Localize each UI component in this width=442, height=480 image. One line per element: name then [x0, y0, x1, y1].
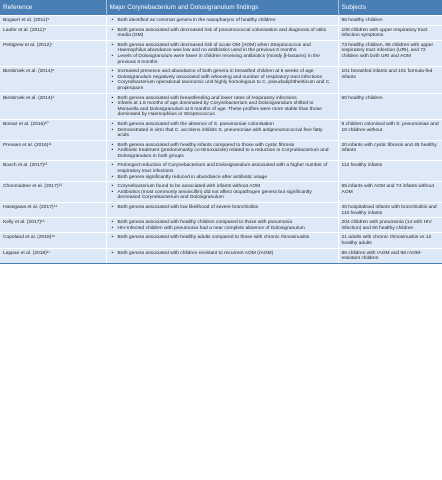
finding-item: • Both genera associated with healthy adults compared to those with chronic rhinosinusitis [118, 235, 335, 241]
findings-cell [106, 16, 338, 26]
table-row [0, 248, 442, 263]
subjects-cell: 86 children with rAOM and 98 rAOM-resistant children [338, 248, 442, 263]
subjects-cell: 40 hospitalised infants with bronchiolitis and 110 healthy infants [338, 203, 442, 218]
finding-item: • Both genera associated with breastfeeding and lower rates of respiratory infections [118, 96, 335, 102]
subjects-cell: 73 healthy children, 95 children with upper respiratory tract infection (URI), and 72 children with both URI and AOM [338, 40, 442, 66]
subjects-cell: 9 children colonised with S. pneumoniae and 18 children without [338, 119, 442, 140]
finding-item: • Both genera associated with healthy children compared to those with pneumonia [118, 220, 335, 226]
finding-item: • HIV-infected children with pneumonia had a near complete absence of Dolosigranulum [118, 226, 335, 232]
findings-cell [106, 248, 338, 263]
findings-list [110, 69, 335, 91]
subjects-cell: 60 healthy children [338, 93, 442, 119]
reference-cell: Hasegawa et al. (2017)¹⁴ [0, 203, 106, 218]
table-row [0, 161, 442, 182]
finding-item: • Corynebacterium found to be associated with infants without AOM [118, 184, 335, 190]
finding-item: • Both genera associated with the absence of S. pneumoniae colonisation [118, 122, 335, 128]
findings-cell [106, 233, 338, 248]
findings-list [110, 122, 335, 139]
table-row [0, 40, 442, 66]
reference-cell: Pettigrew et al. (2012)⁷ [0, 40, 106, 66]
table-row [0, 25, 442, 40]
reference-cell: Copeland et al. (2018)¹⁶ [0, 233, 106, 248]
reference-cell: Kelly et al. (2017)¹⁵ [0, 218, 106, 233]
findings-list [110, 251, 335, 257]
subjects-cell: 112 healthy infants [338, 161, 442, 182]
table-body [0, 16, 442, 264]
finding-item: • Both genera associated with healthy infants compared to those with cystic fibrosis [118, 143, 335, 149]
findings-list [110, 18, 335, 24]
findings-list [110, 43, 335, 65]
header-findings: Major Corynebacterium and Dolosigranulum findings [106, 0, 338, 16]
findings-cell [106, 119, 338, 140]
header-reference: Reference [0, 0, 106, 16]
reference-cell: Biesbroek et al. (2014)⁸ [0, 67, 106, 93]
table-row [0, 119, 442, 140]
table-header [0, 0, 442, 16]
findings-list [110, 28, 335, 39]
finding-item: • Levels of Dolosigranulum were lower in children receiving antibiotics (mostly β-lactams) in the previous 6 months [118, 54, 335, 65]
findings-list [110, 235, 335, 241]
table-row [0, 16, 442, 26]
header-row [0, 0, 442, 16]
finding-item: • Both genera associated with low likelihood of severe bronchiolitis [118, 205, 335, 211]
findings-list [110, 184, 335, 201]
findings-cell [106, 67, 338, 93]
header-subjects: Subjects [338, 0, 442, 16]
finding-item: • Infants at 1.5 months of age dominated by Corynebacterium and Dolosigranulum shifted to Moraxella and Dolosigranulum at 6 months of age. These profiles were more stable than those dominated by Haemophilus or Streptococcus [118, 101, 335, 118]
subjects-cell: 96 healthy children [338, 16, 442, 26]
finding-item: • Dolosigranulum negatively associated with wheezing and number of respiratory tract infections [118, 75, 335, 81]
subjects-cell: 20 infants with cystic fibrosis and 45 healthy infants [338, 140, 442, 161]
findings-cell [106, 40, 338, 66]
subjects-cell: 108 children with upper respiratory tract infection symptoms [338, 25, 442, 40]
finding-item: • Corynebacterium operational taxonomic unit highly homologous to C. pseudodiphtheriticum and C. propinquum [118, 80, 335, 91]
finding-item: • Both genera associated with decreased risk of pneumococcal colonisation and diagnosis of otitis media (OM) [118, 28, 335, 39]
table-row [0, 218, 442, 233]
subjects-cell: 204 children with pneumonia (14 with HIV infection) and 60 healthy children [338, 218, 442, 233]
finding-item: • Both identified as common genera in the nasopharynx of healthy children [118, 18, 335, 24]
findings-cell [106, 182, 338, 203]
table-row [0, 93, 442, 119]
reference-cell: Lappan et al. (2018)¹⁷ [0, 248, 106, 263]
findings-list [110, 163, 335, 180]
findings-cell [106, 218, 338, 233]
findings-list [110, 220, 335, 231]
findings-list [110, 143, 335, 160]
reference-cell: Biesbroek et al. (2014)⁹ [0, 93, 106, 119]
table-row [0, 140, 442, 161]
findings-list [110, 205, 335, 211]
findings-cell [106, 25, 338, 40]
subjects-cell: 21 adults with chronic rhinosinusitis vs 12 healthy adults [338, 233, 442, 248]
finding-item: • Increased presence and abundance of both genera in breastfed children at 6 weeks of age [118, 69, 335, 75]
table-row [0, 233, 442, 248]
findings-cell [106, 203, 338, 218]
reference-cell: Prevaes et al. (2016)¹¹ [0, 140, 106, 161]
reference-cell: Bosch et al. (2017)¹² [0, 161, 106, 182]
findings-cell [106, 161, 338, 182]
subjects-cell: 65 infants with AOM and 74 infants without AOM [338, 182, 442, 203]
table-row [0, 203, 442, 218]
findings-list [110, 96, 335, 118]
reference-cell: Bogaert et al. (2011)⁵ [0, 16, 106, 26]
reference-cell: Laufer et al. (2011)⁶ [0, 25, 106, 40]
finding-item: • Antibiotics (most commonly amoxicillin) did not affect otopathogen genera but significantly decreased Corynebacterium and Dolosigranulum [118, 190, 335, 201]
subjects-cell: 101 breastfed infants and 101 formula-fed infants [338, 67, 442, 93]
finding-item: • Both genera associated with children resistant to recurrent AOM (rAOM) [118, 251, 335, 257]
finding-item: • Demonstrated in vitro that C. accolens inhibits S. pneumoniae with antipneumococcal free fatty acids [118, 128, 335, 139]
reference-cell: Chonmaitree et al. (2017)¹³ [0, 182, 106, 203]
table-row [0, 67, 442, 93]
findings-cell [106, 93, 338, 119]
table-row [0, 182, 442, 203]
reference-cell: Bomar et al. (2016)¹⁰ [0, 119, 106, 140]
finding-item: • Prolonged reduction of Corynebacterium and Dolosigranulum associated with a higher number of respiratory tract infections [118, 163, 335, 174]
finding-item: • Antibiotic treatment (predominantly co-trimoxazole) related to a reduction in Corynebacterium and Dolosigranulum in both groups [118, 148, 335, 159]
findings-cell [106, 140, 338, 161]
finding-item: • Both genera significantly reduced in abundance after antibiotic usage [118, 175, 335, 181]
finding-item: • Both genera associated with decreased risk of acute OM (AOM) when Streptococcus and Haemophilus abundance was low and no antibiotics used in the previous 6 months [118, 43, 335, 54]
